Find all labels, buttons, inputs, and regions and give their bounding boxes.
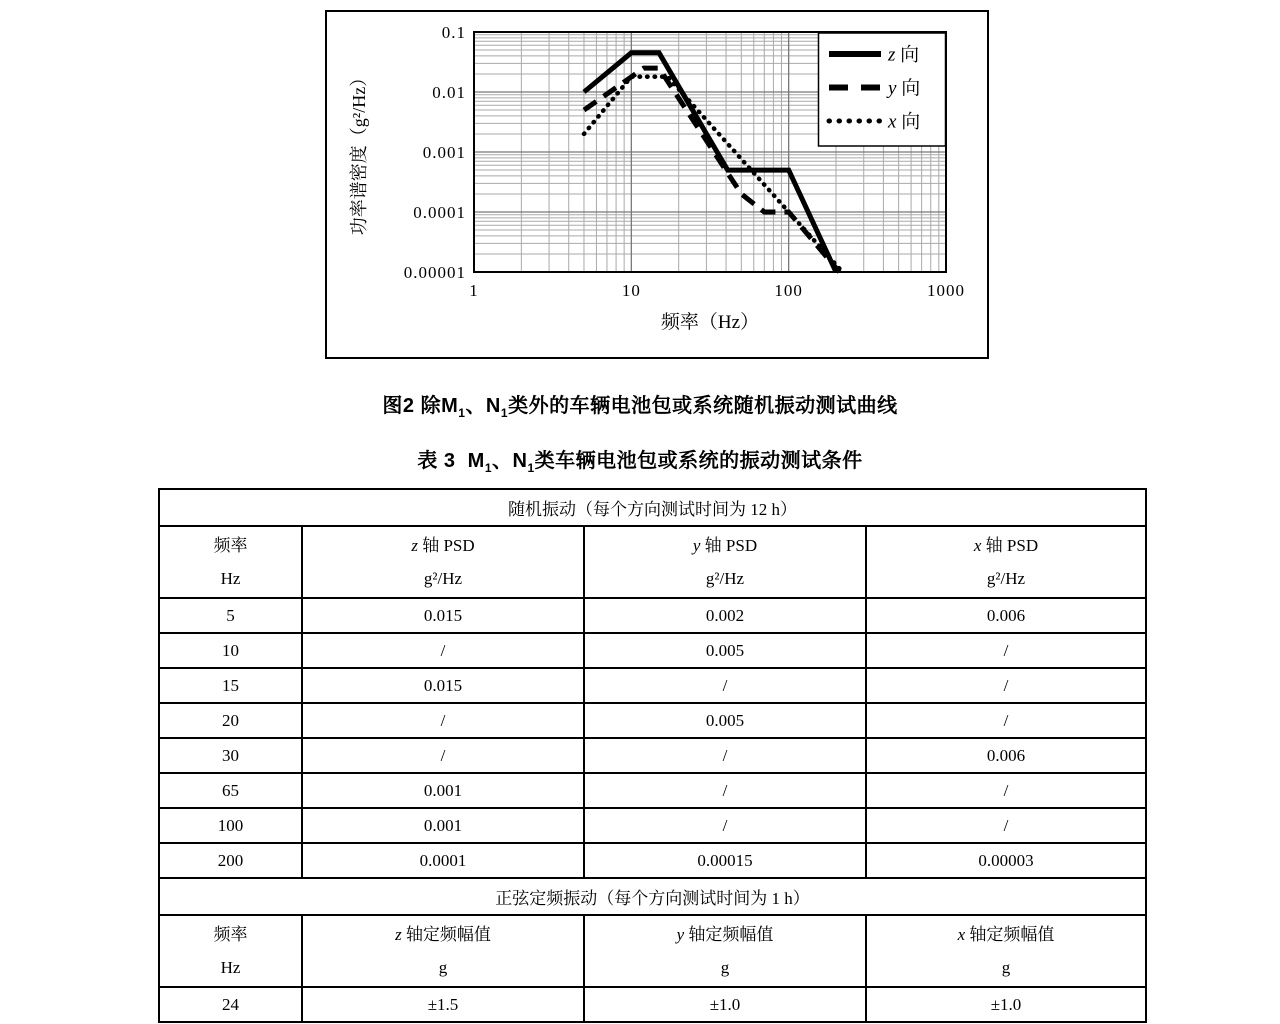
table-cell: / — [584, 773, 866, 808]
y-tick-label: 0.001 — [422, 143, 466, 162]
table-row — [159, 808, 1146, 843]
col-label: 轴定频幅值 — [965, 925, 1055, 944]
table-cell: ±1.0 — [584, 987, 866, 1022]
figure-caption-text: 类外的车辆电池包或系统随机振动测试曲线 — [508, 395, 898, 417]
table-cell: 24 — [159, 987, 302, 1022]
col-unit: g²/Hz — [423, 569, 463, 588]
table-row — [159, 598, 1146, 633]
table-cell: 0.015 — [302, 598, 584, 633]
table-row — [159, 915, 1146, 987]
random-data-section — [159, 598, 1146, 878]
table-cell: ±1.5 — [302, 987, 584, 1022]
figure-caption-text: 图2 除M — [382, 395, 459, 417]
table-cell: / — [866, 703, 1146, 738]
sine-section-header: 正弦定频振动（每个方向测试时间为 1 h） — [159, 878, 1146, 915]
figure-caption — [0, 389, 1280, 420]
col-header-y-sine — [584, 915, 866, 987]
table-cell: 15 — [159, 668, 302, 703]
sine-header-section — [159, 878, 1146, 987]
col-unit: Hz — [220, 569, 241, 588]
axis-letter: z — [411, 536, 418, 555]
random-header-section — [159, 489, 1146, 598]
sine-data-section — [159, 987, 1146, 1022]
psd-chart — [327, 12, 987, 357]
subscript: 1 — [500, 406, 509, 420]
col-header-frequency — [159, 915, 302, 987]
subscript: 1 — [527, 461, 535, 475]
col-label: 轴 PSD — [417, 536, 475, 555]
table-cell: / — [866, 668, 1146, 703]
col-header-z-psd — [302, 526, 584, 598]
table-cell: 30 — [159, 738, 302, 773]
col-label: 轴定频幅值 — [684, 925, 774, 944]
table-cell: / — [584, 808, 866, 843]
subscript: 1 — [484, 461, 492, 475]
y-tick-label: 0.1 — [441, 23, 466, 42]
table-cell: / — [302, 703, 584, 738]
col-unit: g²/Hz — [986, 569, 1026, 588]
vibration-table — [158, 488, 1147, 1023]
table-cell: 0.005 — [584, 633, 866, 668]
table-cell: / — [302, 738, 584, 773]
col-unit: Hz — [220, 958, 241, 977]
table-row — [159, 843, 1146, 878]
x-axis-ticks — [469, 281, 965, 300]
axis-letter: y — [676, 925, 685, 944]
table-row — [159, 773, 1146, 808]
subscript: 1 — [458, 406, 466, 420]
col-unit: g²/Hz — [705, 569, 745, 588]
col-label: 轴 PSD — [981, 536, 1039, 555]
table-cell: / — [866, 808, 1146, 843]
table-row — [159, 878, 1146, 915]
table-cell: 0.005 — [584, 703, 866, 738]
col-label: 频率 — [213, 536, 248, 555]
table-cell: 0.0001 — [302, 843, 584, 878]
table-cell: 0.006 — [866, 598, 1146, 633]
table-cell: 0.00015 — [584, 843, 866, 878]
series-x — [584, 77, 843, 272]
legend-label: y 向 — [888, 78, 921, 99]
y-tick-label: 0.0001 — [413, 203, 466, 222]
y-axis-ticks — [404, 23, 466, 282]
col-label: 频率 — [213, 925, 248, 944]
table-cell: 0.006 — [866, 738, 1146, 773]
x-axis-title: 频率（Hz） — [660, 312, 760, 333]
y-tick-label: 0.01 — [432, 83, 466, 102]
table-row — [159, 703, 1146, 738]
table-cell: 10 — [159, 633, 302, 668]
chart-legend — [819, 33, 946, 146]
table-cell: / — [584, 668, 866, 703]
table-cell: 200 — [159, 843, 302, 878]
col-header-frequency — [159, 526, 302, 598]
table-title-text: 、N — [492, 450, 528, 472]
table-row — [159, 668, 1146, 703]
table-title — [0, 444, 1280, 475]
table-cell: / — [866, 633, 1146, 668]
table-title-text: 表 3 M — [417, 450, 485, 472]
table-cell: ±1.0 — [866, 987, 1146, 1022]
x-tick-label: 1 — [469, 281, 479, 300]
col-header-x-sine — [866, 915, 1146, 987]
legend-label: z 向 — [888, 44, 920, 66]
axis-letter: x — [973, 536, 982, 555]
legend-label: x 向 — [888, 111, 921, 133]
axis-letter: y — [692, 536, 701, 555]
random-section-header: 随机振动（每个方向测试时间为 12 h） — [159, 489, 1146, 526]
col-unit: g — [720, 958, 730, 977]
axis-letter: z — [395, 925, 402, 944]
col-header-x-psd — [866, 526, 1146, 598]
table-cell: 0.001 — [302, 808, 584, 843]
col-label: 轴 PSD — [700, 536, 758, 555]
table-title-text: 类车辆电池包或系统的振动测试条件 — [534, 450, 863, 472]
table-cell: 0.002 — [584, 598, 866, 633]
table-cell: 0.00003 — [866, 843, 1146, 878]
x-tick-label: 100 — [774, 281, 803, 300]
col-unit: g — [1001, 958, 1011, 977]
table-cell: 5 — [159, 598, 302, 633]
y-tick-label: 0.00001 — [403, 263, 466, 282]
table-row — [159, 633, 1146, 668]
figure-caption-text: 、N — [465, 395, 501, 417]
y-axis-title: 功率谱密度（g²/Hz） — [349, 68, 369, 236]
col-unit: g — [438, 958, 448, 977]
table-cell: 0.015 — [302, 668, 584, 703]
table-cell: 0.001 — [302, 773, 584, 808]
axis-letter: x — [957, 925, 966, 944]
x-tick-label: 10 — [621, 281, 641, 300]
table-cell: 65 — [159, 773, 302, 808]
table-row — [159, 738, 1146, 773]
psd-chart-figure — [325, 10, 989, 359]
table-cell: 100 — [159, 808, 302, 843]
col-label: 轴定频幅值 — [401, 925, 491, 944]
table-row — [159, 526, 1146, 598]
col-header-y-psd — [584, 526, 866, 598]
table-cell: / — [584, 738, 866, 773]
table-row — [159, 489, 1146, 526]
col-header-z-sine — [302, 915, 584, 987]
table-row — [159, 987, 1146, 1022]
table-cell: / — [866, 773, 1146, 808]
x-tick-label: 1000 — [927, 281, 965, 300]
table-cell: 20 — [159, 703, 302, 738]
table-cell: / — [302, 633, 584, 668]
